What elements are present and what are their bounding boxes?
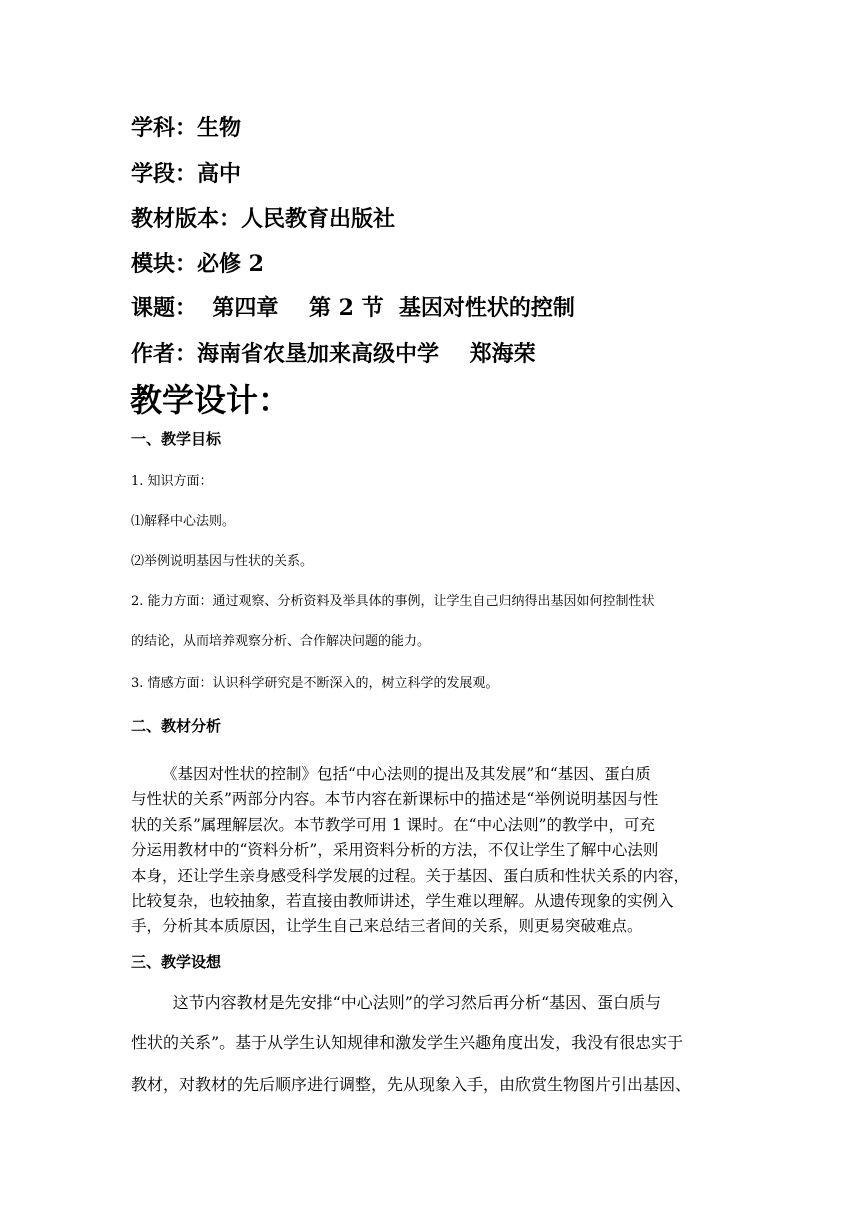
- teaching-design-title: 教学设计：: [130, 381, 291, 419]
- analysis-line: 手，分析其本质原因，让学生自己来总结三者间的关系，则更易突破难点。: [131, 917, 643, 936]
- subject-line: 学科：生物: [131, 115, 242, 141]
- author-line: 作者：海南省农垦加来高级中学 郑海荣: [131, 341, 536, 367]
- emotion-line: 3. 情感方面：认识科学研究是不断深入的，树立科学的发展观。: [131, 676, 499, 691]
- design-idea-line-1: 这节内容教材是先安排“中心法则”的学习然后再分析“基因、蛋白质与: [172, 993, 662, 1012]
- analysis-line: 比较复杂，也较抽象，若直接由教师讲述，学生难以理解。从遗传现象的实例入: [131, 892, 674, 911]
- analysis-line: 《基因对性状的控制》包括“中心法则的提出及其发展”和“基因、蛋白质: [162, 765, 651, 783]
- analysis-paragraph: [131, 762, 731, 940]
- topic-line: 课题： 第四章 第 2 节 基因对性状的控制: [131, 295, 575, 321]
- knowledge-item-1: ⑴解释中心法则。: [131, 514, 236, 529]
- edition-line: 教材版本：人民教育出版社: [131, 206, 396, 232]
- design-idea-line-3: 教材，对教材的先后顺序进行调整，先从现象入手，由欣赏生物图片引出基因、: [131, 1075, 692, 1094]
- section-heading-analysis: 二、教材分析: [131, 717, 222, 735]
- analysis-line: 分运用教材中的“资料分析”，采用资料分析的方法，不仅让学生了解中心法则: [131, 841, 659, 860]
- ability-line-2: 的结论，从而培养观察分析、合作解决问题的能力。: [131, 634, 431, 649]
- section-heading-objectives: 一、教学目标: [131, 430, 222, 448]
- section-heading-design-idea: 三、教学设想: [131, 953, 222, 971]
- knowledge-label: 1. 知识方面：: [131, 474, 213, 489]
- design-idea-line-2: 性状的关系”。基于从学生认知规律和激发学生兴趣角度出发，我没有很忠实于: [131, 1033, 684, 1052]
- knowledge-item-2: ⑵举例说明基因与性状的关系。: [131, 554, 314, 569]
- analysis-line: 与性状的关系”两部分内容。本节内容在新课标中的描述是“举例说明基因与性: [131, 790, 659, 809]
- analysis-line: 状的关系”属理解层次。本节教学可用 1 课时。在“中心法则”的教学中，可充: [131, 815, 655, 834]
- analysis-line: 本身，还让学生亲身感受科学发展的过程。关于基因、蛋白质和性状关系的内容，: [131, 866, 690, 885]
- module-line: 模块：必修 2: [131, 251, 264, 277]
- stage-line: 学段：高中: [131, 161, 242, 187]
- ability-line-1: 2. 能力方面：通过观察、分析资料及举具体的事例，让学生自己归纳得出基因如何控制性状: [131, 594, 655, 609]
